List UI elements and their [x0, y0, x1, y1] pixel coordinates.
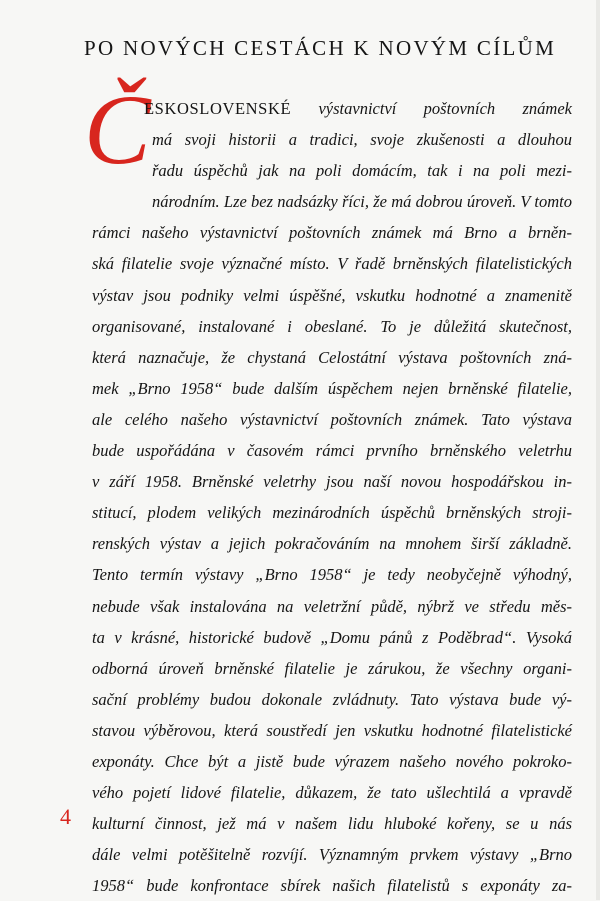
text-line: ta v krásné, historické budově „Domu pánů z Poděbrad“. Vysoká	[92, 627, 572, 647]
text-line: organisované, instalované i obeslané. To je důležitá skutečnost,	[92, 316, 572, 336]
drop-cap: Č	[84, 74, 151, 185]
text-line: stavou výběrovou, která soustředí jen vskutku hodnotné filatelistické	[92, 720, 572, 740]
text-line: ská filatelie svoje význačné místo. V řadě brněnských filatelistických	[92, 254, 572, 274]
text-line: renských výstav a jejich pokračováním na mnohem širší základně.	[92, 534, 572, 554]
text-line: která naznačuje, že chystaná Celostátní výstava poštovních zná-	[92, 347, 572, 367]
text-line: národním. Lze bez nadsázky říci, že má dobrou úroveň. V tomto	[152, 192, 572, 212]
text-line: Tento termín výstavy „Brno 1958“ je tedy neobyčejně výhodný,	[92, 565, 572, 585]
text-line: výstav jsou podniky velmi úspěšné, vskutku hodnotné a znamenitě	[92, 285, 572, 305]
text-line: nebude však instalována na veletržní půdě, nýbrž ve středu měs-	[92, 596, 572, 616]
text-line: dále velmi potěšitelně rozvíjí. Významným prvkem výstavy „Brno	[92, 845, 572, 865]
text-line	[92, 93, 572, 124]
text-line: vého pojetí lidové filatelie, důkazem, že tato ušlechtilá a vpravdě	[92, 783, 572, 803]
text-line: ale celého našeho výstavnictví poštovních známek. Tato výstava	[92, 409, 572, 429]
text-line: mek „Brno 1958“ bude dalším úspěchem nejen brněnské filatelie,	[92, 378, 572, 398]
text-line: řadu úspěchů jak na poli domácím, tak i na poli mezi-	[152, 161, 572, 181]
text-line: odborná úroveň brněnské filatelie je zárukou, že všechny organi-	[92, 658, 572, 678]
text-line: bude uspořádána v časovém rámci prvního brněnského veletrhu	[92, 441, 572, 461]
body-text	[92, 93, 572, 901]
text-line: 1958“ bude konfrontace sbírek našich filatelistů s exponáty za-	[92, 876, 572, 896]
text-line: sační problémy budou dokonale zvládnuty. Tato výstava bude vý-	[92, 689, 572, 709]
text-line: rámci našeho výstavnictví poštovních známek má Brno a brněn-	[92, 223, 572, 243]
text-line: kulturní činnost, jež má v našem lidu hluboké kořeny, se u nás	[92, 814, 572, 834]
text-line: v září 1958. Brněnské veletrhy jsou naší novou hospodářskou in-	[92, 472, 572, 492]
text-line: stitucí, plodem velikých mezinárodních úspěchů brněnských stroji-	[92, 503, 572, 523]
text-line: exponáty. Chce být a jistě bude výrazem našeho nového pokroko-	[92, 751, 572, 771]
text-line: má svoji historii a tradici, svoje zkušenosti a dlouhou	[152, 130, 572, 150]
chapter-heading: PO NOVÝCH CESTÁCH K NOVÝM CÍLŮM	[84, 36, 557, 60]
first-line-rest: výstavnictví poštovních známek	[291, 99, 572, 118]
page-number: 4	[60, 804, 71, 829]
first-line-caps: ESKOSLOVENSKÉ	[144, 99, 292, 118]
